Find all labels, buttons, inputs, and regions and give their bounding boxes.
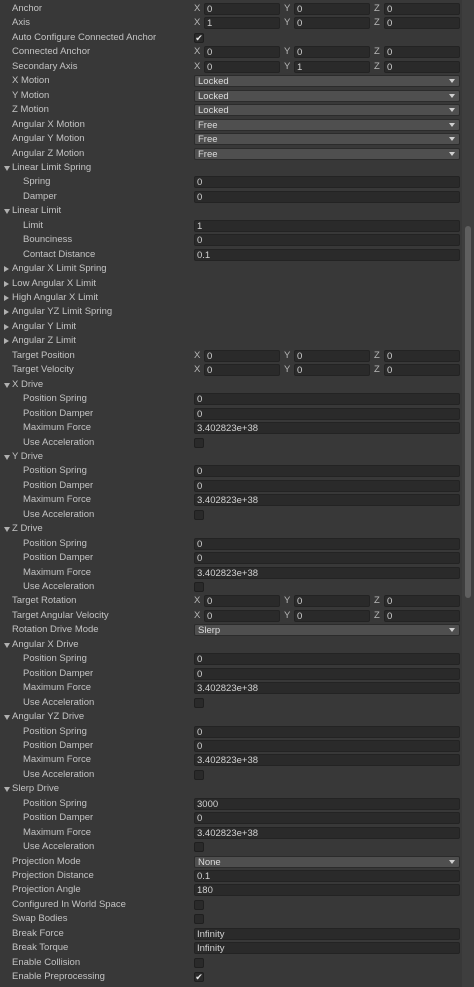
target-rotation-y-field[interactable]: 0 [294, 595, 370, 607]
x-drive-foldout[interactable] [0, 378, 462, 392]
auto-configure-connected-anchor-row [0, 31, 462, 45]
z-axis-label: Z [374, 17, 380, 29]
angular-x-drive-foldout[interactable] [0, 638, 462, 652]
use-acceleration-row [0, 436, 462, 450]
foldout-closed-icon[interactable] [4, 281, 9, 287]
position-damper-label: Position Damper [23, 407, 94, 419]
target-velocity-vector [194, 363, 460, 377]
auto-configure-connected-anchor-checkbox[interactable] [194, 33, 204, 43]
target-rotation-row [0, 594, 462, 608]
position-damper-label: Position Damper [23, 479, 94, 491]
target-velocity-z-field[interactable]: 0 [384, 364, 460, 376]
position-spring-field[interactable]: 3000 [194, 798, 460, 810]
target-velocity-x-field[interactable]: 0 [204, 364, 280, 376]
position-spring-row [0, 725, 462, 739]
position-damper-label: Position Damper [23, 667, 94, 679]
use-acceleration-checkbox[interactable] [194, 698, 204, 708]
connected-anchor-x-field[interactable]: 0 [204, 46, 280, 58]
angular-y-motion-dropdown-value: Free [198, 134, 218, 145]
y-axis-label: Y [284, 364, 291, 376]
swap-bodies-checkbox[interactable] [194, 914, 204, 924]
slerp-drive-foldout[interactable] [0, 782, 462, 796]
target-velocity-row [0, 363, 462, 377]
maximum-force-row [0, 753, 462, 767]
angular-x-motion-row [0, 118, 462, 132]
connected-anchor-vector [194, 45, 460, 59]
enable-preprocessing-label: Enable Preprocessing [12, 971, 105, 983]
rotation-drive-mode-dropdown[interactable] [194, 624, 460, 636]
y-motion-row [0, 89, 462, 103]
linear-limit-foldout[interactable] [0, 204, 462, 218]
use-acceleration-label: Use Acceleration [23, 436, 95, 448]
high-angular-x-limit-foldout[interactable] [0, 291, 462, 305]
break-torque-row [0, 941, 462, 955]
x-axis-label: X [194, 364, 201, 376]
y-axis-label: Y [284, 60, 291, 72]
limit-field[interactable]: 1 [194, 220, 460, 232]
anchor-vector [194, 2, 460, 16]
foldout-open-icon[interactable] [4, 715, 10, 720]
position-spring-label: Position Spring [23, 653, 87, 665]
target-position-row [0, 349, 462, 363]
use-acceleration-row [0, 580, 462, 594]
angular-yz-limit-spring-label: Angular YZ Limit Spring [12, 306, 113, 318]
y-axis-label: Y [284, 17, 291, 29]
target-angular-velocity-x-field[interactable]: 0 [204, 610, 280, 622]
y-axis-label: Y [284, 349, 291, 361]
position-damper-row [0, 739, 462, 753]
y-motion-label: Y Motion [12, 89, 50, 101]
axis-row [0, 16, 462, 30]
break-force-field[interactable]: Infinity [194, 928, 460, 940]
position-damper-row [0, 479, 462, 493]
damper-field[interactable]: 0 [194, 191, 460, 203]
secondary-axis-vector [194, 60, 460, 74]
maximum-force-field[interactable]: 3.402823e+38 [194, 494, 460, 506]
target-rotation-z-field[interactable]: 0 [384, 595, 460, 607]
angular-z-motion-dropdown-value: Free [198, 148, 218, 160]
angular-z-limit-label: Angular Z Limit [12, 335, 76, 347]
y-motion-dropdown[interactable] [194, 90, 460, 102]
position-damper-label: Position Damper [23, 739, 94, 751]
target-angular-velocity-row [0, 609, 462, 623]
linear-limit-spring-foldout[interactable] [0, 161, 462, 175]
use-acceleration-label: Use Acceleration [23, 581, 95, 592]
configured-in-world-space-checkbox[interactable] [194, 900, 204, 910]
axis-vector [194, 16, 460, 30]
use-acceleration-checkbox[interactable] [194, 582, 204, 592]
angular-y-motion-row [0, 132, 462, 146]
x-drive-label: X Drive [12, 378, 44, 390]
x-motion-dropdown-value: Locked [198, 76, 229, 88]
anchor-x-field[interactable]: 0 [204, 3, 280, 15]
position-spring-label: Position Spring [23, 797, 87, 809]
y-drive-label: Y Drive [12, 450, 43, 462]
maximum-force-label: Maximum Force [23, 682, 92, 694]
target-position-vector [194, 349, 460, 363]
rotation-drive-mode-dropdown-value: Slerp [198, 625, 221, 637]
z-motion-label: Z Motion [12, 104, 49, 116]
configured-in-world-space-row [0, 898, 462, 912]
position-spring-field[interactable]: 0 [194, 726, 460, 738]
connected-anchor-row [0, 45, 462, 59]
swap-bodies-row [0, 912, 462, 926]
angular-z-motion-dropdown[interactable] [194, 148, 460, 160]
angular-x-limit-spring-foldout[interactable] [0, 262, 462, 276]
target-angular-velocity-y-field[interactable]: 0 [294, 610, 370, 622]
maximum-force-label: Maximum Force [23, 566, 92, 578]
linear-limit-spring-label: Linear Limit Spring [12, 161, 92, 173]
x-axis-label: X [194, 609, 201, 621]
low-angular-x-limit-foldout[interactable] [0, 277, 462, 291]
connected-anchor-z-field[interactable]: 0 [384, 46, 460, 58]
enable-collision-label: Enable Collision [12, 956, 81, 968]
damper-row [0, 190, 462, 204]
position-spring-row [0, 392, 462, 406]
contact-distance-label: Contact Distance [23, 248, 96, 260]
position-spring-label: Position Spring [23, 465, 87, 477]
foldout-closed-icon[interactable] [4, 324, 9, 330]
angular-z-motion-row [0, 147, 462, 161]
foldout-open-icon[interactable] [4, 209, 10, 214]
chevron-down-icon [449, 94, 455, 98]
foldout-open-icon[interactable] [4, 455, 10, 460]
maximum-force-row [0, 493, 462, 507]
bounciness-row [0, 233, 462, 247]
position-spring-label: Position Spring [23, 537, 87, 549]
maximum-force-row [0, 421, 462, 435]
rotation-drive-mode-row [0, 623, 462, 637]
use-acceleration-checkbox[interactable] [194, 438, 204, 448]
x-axis-label: X [194, 60, 201, 72]
angular-yz-drive-foldout[interactable] [0, 710, 462, 724]
rotation-drive-mode-label: Rotation Drive Mode [12, 624, 99, 636]
x-axis-label: X [194, 3, 201, 14]
target-rotation-vector [194, 594, 460, 608]
axis-y-field[interactable]: 0 [294, 17, 370, 29]
spring-field[interactable]: 0 [194, 176, 460, 188]
maximum-force-field[interactable]: 3.402823e+38 [194, 754, 460, 766]
use-acceleration-label: Use Acceleration [23, 696, 95, 708]
position-damper-row [0, 407, 462, 421]
angular-y-motion-dropdown[interactable] [194, 133, 460, 145]
position-spring-field[interactable]: 0 [194, 653, 460, 665]
y-axis-label: Y [284, 609, 291, 621]
contact-distance-row [0, 248, 462, 262]
target-velocity-label: Target Velocity [12, 364, 74, 376]
secondary-axis-y-field[interactable]: 1 [294, 61, 370, 73]
target-position-z-field[interactable]: 0 [384, 350, 460, 362]
high-angular-x-limit-label: High Angular X Limit [12, 292, 99, 303]
position-damper-label: Position Damper [23, 552, 94, 564]
y-axis-label: Y [284, 595, 291, 607]
damper-label: Damper [23, 190, 57, 202]
anchor-label: Anchor [12, 3, 43, 14]
axis-z-field[interactable]: 0 [384, 17, 460, 29]
projection-angle-label: Projection Angle [12, 884, 81, 896]
use-acceleration-checkbox[interactable] [194, 510, 204, 520]
position-damper-field[interactable]: 0 [194, 552, 460, 564]
break-force-label: Break Force [12, 927, 64, 939]
connected-anchor-y-field[interactable]: 0 [294, 46, 370, 58]
angular-x-motion-label: Angular X Motion [12, 118, 85, 130]
position-damper-field[interactable]: 0 [194, 740, 460, 752]
position-damper-label: Position Damper [23, 812, 94, 824]
use-acceleration-label: Use Acceleration [23, 841, 95, 853]
projection-mode-label: Projection Mode [12, 855, 81, 867]
x-axis-label: X [194, 46, 201, 58]
y-drive-foldout[interactable] [0, 450, 462, 464]
use-acceleration-row [0, 508, 462, 522]
chevron-down-icon [449, 860, 455, 864]
position-spring-label: Position Spring [23, 725, 87, 737]
maximum-force-label: Maximum Force [23, 422, 92, 433]
slerp-drive-label: Slerp Drive [12, 783, 59, 795]
break-force-row [0, 927, 462, 941]
limit-label: Limit [23, 219, 44, 231]
y-axis-label: Y [284, 46, 291, 58]
angular-z-motion-label: Angular Z Motion [12, 147, 85, 159]
maximum-force-field[interactable]: 3.402823e+38 [194, 682, 460, 694]
position-damper-field[interactable]: 0 [194, 668, 460, 680]
checkmark-icon: ✔ [195, 32, 203, 43]
axis-x-field[interactable]: 1 [204, 17, 280, 29]
angular-y-motion-label: Angular Y Motion [12, 133, 85, 144]
maximum-force-row [0, 681, 462, 695]
spring-label: Spring [23, 176, 51, 188]
use-acceleration-row [0, 840, 462, 854]
angular-y-limit-label: Angular Y Limit [12, 320, 77, 332]
use-acceleration-label: Use Acceleration [23, 768, 95, 780]
chevron-down-icon [449, 137, 455, 141]
z-axis-label: Z [374, 60, 380, 72]
maximum-force-field[interactable]: 3.402823e+38 [194, 827, 460, 839]
projection-distance-label: Projection Distance [12, 870, 94, 881]
swap-bodies-label: Swap Bodies [12, 913, 68, 925]
z-motion-dropdown[interactable] [194, 104, 460, 116]
foldout-closed-icon[interactable] [4, 295, 9, 301]
break-torque-field[interactable]: Infinity [194, 942, 460, 954]
position-spring-label: Position Spring [23, 393, 87, 405]
position-damper-field[interactable]: 0 [194, 408, 460, 420]
angular-x-limit-spring-label: Angular X Limit Spring [12, 263, 107, 275]
anchor-row [0, 2, 462, 16]
position-spring-row [0, 797, 462, 811]
maximum-force-label: Maximum Force [23, 754, 92, 766]
projection-distance-row [0, 869, 462, 883]
position-spring-row [0, 537, 462, 551]
vertical-scrollbar[interactable] [462, 0, 474, 987]
limit-row [0, 219, 462, 233]
contact-distance-field[interactable]: 0.1 [194, 249, 460, 261]
angular-y-limit-foldout[interactable] [0, 320, 462, 334]
position-spring-row [0, 652, 462, 666]
checkmark-icon: ✔ [195, 972, 203, 983]
secondary-axis-z-field[interactable]: 0 [384, 61, 460, 73]
target-position-x-field[interactable]: 0 [204, 350, 280, 362]
x-motion-dropdown[interactable] [194, 75, 460, 87]
position-damper-field[interactable]: 0 [194, 480, 460, 492]
z-axis-label: Z [374, 3, 380, 14]
chevron-down-icon [449, 152, 455, 156]
foldout-closed-icon[interactable] [4, 338, 9, 344]
angular-z-limit-foldout[interactable] [0, 334, 462, 348]
secondary-axis-row [0, 60, 462, 74]
enable-collision-row [0, 956, 462, 970]
position-spring-field[interactable]: 0 [194, 465, 460, 477]
maximum-force-label: Maximum Force [23, 494, 92, 506]
angular-x-motion-dropdown-value: Free [198, 119, 218, 131]
maximum-force-row [0, 566, 462, 580]
foldout-open-icon[interactable] [4, 383, 10, 388]
configured-in-world-space-label: Configured In World Space [12, 898, 126, 910]
foldout-closed-icon[interactable] [4, 266, 9, 272]
use-acceleration-row [0, 768, 462, 782]
enable-preprocessing-row [0, 970, 462, 984]
secondary-axis-x-field[interactable]: 0 [204, 61, 280, 73]
z-axis-label: Z [374, 349, 380, 361]
target-angular-velocity-label: Target Angular Velocity [12, 609, 109, 621]
linear-limit-label: Linear Limit [12, 205, 62, 217]
y-axis-label: Y [284, 3, 291, 14]
foldout-open-icon[interactable] [4, 166, 10, 171]
y-motion-dropdown-value: Locked [198, 90, 229, 102]
projection-angle-row [0, 883, 462, 897]
z-axis-label: Z [374, 364, 380, 376]
maximum-force-field[interactable]: 3.402823e+38 [194, 422, 460, 434]
projection-mode-dropdown-value: None [198, 856, 221, 868]
auto-configure-connected-anchor-label: Auto Configure Connected Anchor [12, 31, 157, 43]
z-drive-foldout[interactable] [0, 522, 462, 536]
position-damper-row [0, 551, 462, 565]
projection-distance-field[interactable]: 0.1 [194, 870, 460, 882]
target-angular-velocity-z-field[interactable]: 0 [384, 610, 460, 622]
target-position-label: Target Position [12, 349, 75, 361]
target-velocity-y-field[interactable]: 0 [294, 364, 370, 376]
z-axis-label: Z [374, 595, 380, 607]
chevron-down-icon [449, 79, 455, 83]
x-axis-label: X [194, 595, 201, 607]
position-spring-field[interactable]: 0 [194, 393, 460, 405]
secondary-axis-label: Secondary Axis [12, 60, 78, 72]
use-acceleration-label: Use Acceleration [23, 508, 95, 520]
foldout-open-icon[interactable] [4, 643, 10, 648]
maximum-force-row [0, 826, 462, 840]
scrollbar-thumb[interactable] [465, 226, 471, 598]
angular-x-drive-label: Angular X Drive [12, 638, 79, 650]
position-damper-row [0, 811, 462, 825]
angular-yz-limit-spring-foldout[interactable] [0, 305, 462, 319]
x-axis-label: X [194, 349, 201, 361]
bounciness-label: Bounciness [23, 234, 73, 246]
axis-label: Axis [12, 17, 30, 29]
angular-x-motion-dropdown[interactable] [194, 119, 460, 131]
z-motion-dropdown-value: Locked [198, 105, 229, 117]
position-spring-row [0, 464, 462, 478]
projection-mode-dropdown[interactable] [194, 856, 460, 868]
use-acceleration-checkbox[interactable] [194, 770, 204, 780]
foldout-open-icon[interactable] [4, 787, 10, 792]
bounciness-field[interactable]: 0 [194, 234, 460, 246]
z-axis-label: Z [374, 46, 380, 58]
use-acceleration-row [0, 696, 462, 710]
maximum-force-field[interactable]: 3.402823e+38 [194, 567, 460, 579]
z-axis-label: Z [374, 609, 380, 621]
x-motion-row [0, 74, 462, 88]
chevron-down-icon [449, 108, 455, 112]
break-torque-label: Break Torque [12, 942, 69, 954]
connected-anchor-label: Connected Anchor [12, 46, 91, 58]
target-angular-velocity-vector [194, 609, 460, 623]
maximum-force-label: Maximum Force [23, 826, 92, 838]
anchor-z-field[interactable]: 0 [384, 3, 460, 15]
z-drive-label: Z Drive [12, 523, 43, 535]
z-motion-row [0, 103, 462, 117]
enable-collision-checkbox[interactable] [194, 958, 204, 968]
position-spring-field[interactable]: 0 [194, 538, 460, 550]
spring-row [0, 175, 462, 189]
chevron-down-icon [449, 123, 455, 127]
target-rotation-label: Target Rotation [12, 595, 77, 607]
foldout-open-icon[interactable] [4, 527, 10, 532]
projection-mode-row [0, 855, 462, 869]
anchor-y-field[interactable]: 0 [294, 3, 370, 15]
target-rotation-x-field[interactable]: 0 [204, 595, 280, 607]
x-axis-label: X [194, 17, 201, 29]
low-angular-x-limit-label: Low Angular X Limit [12, 277, 96, 289]
enable-preprocessing-checkbox[interactable] [194, 972, 204, 982]
position-damper-row [0, 667, 462, 681]
use-acceleration-checkbox[interactable] [194, 842, 204, 852]
target-position-y-field[interactable]: 0 [294, 350, 370, 362]
projection-angle-field[interactable]: 180 [194, 884, 460, 896]
foldout-closed-icon[interactable] [4, 309, 9, 315]
x-motion-label: X Motion [12, 75, 50, 87]
position-damper-field[interactable]: 0 [194, 812, 460, 824]
chevron-down-icon [449, 628, 455, 632]
angular-yz-drive-label: Angular YZ Drive [12, 711, 85, 722]
